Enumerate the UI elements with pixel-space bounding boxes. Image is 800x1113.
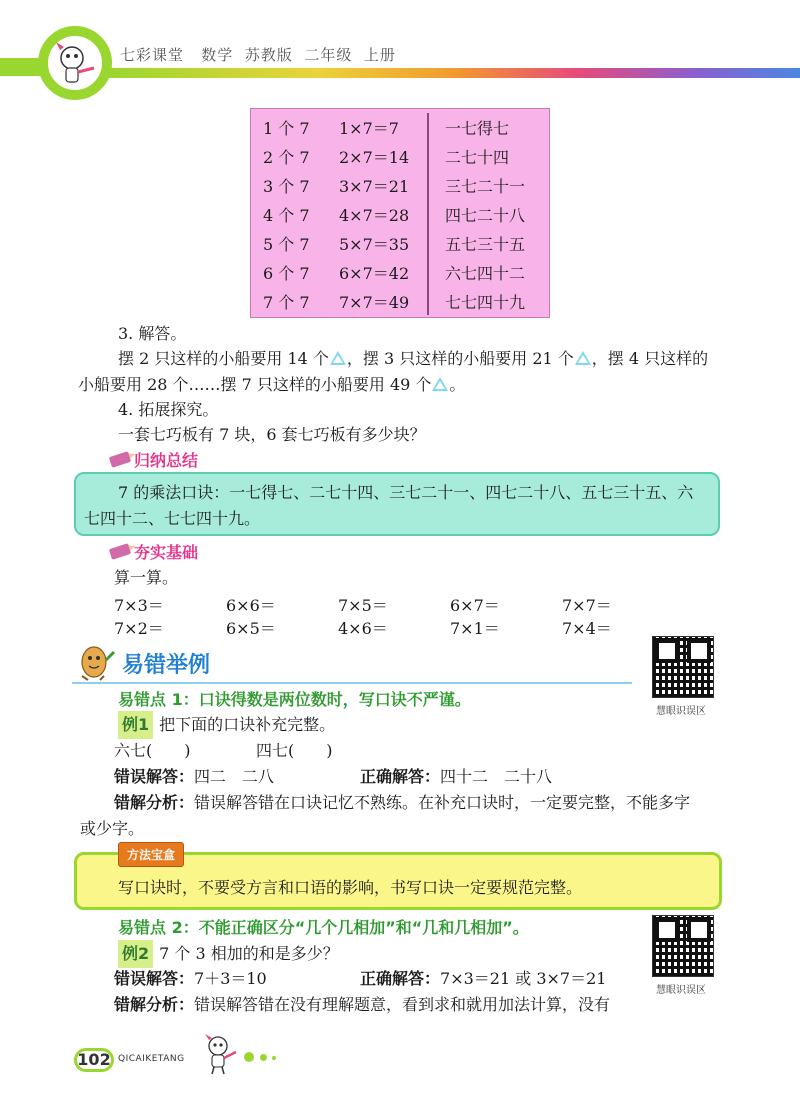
page-number: 102 <box>74 1048 114 1072</box>
table-row <box>251 257 549 286</box>
point2-label: 易错点 2： <box>118 918 199 937</box>
table-cell: 6 个 7 <box>263 264 310 283</box>
calc-item: 7×1＝ <box>450 619 500 638</box>
pencil-icon <box>109 543 131 560</box>
table-cell: 五七三十五 <box>445 235 526 254</box>
q3-line1 <box>118 345 708 373</box>
example2-tag: 例2 <box>118 940 153 968</box>
table-cell: 七七四十九 <box>445 293 526 312</box>
wrong-answer2 <box>114 965 267 993</box>
calc-item: 4×6＝ <box>338 619 388 638</box>
example1-tag: 例1 <box>118 711 153 739</box>
method-text: 写口诀时，不要受方言和口语的影响，书写口诀一定要规范完整。 <box>118 878 583 897</box>
table-cell: 4×7＝28 <box>339 206 410 225</box>
wrong-value: 四二 二八 <box>194 767 275 786</box>
footer-brand: QICAIKETANG <box>118 1054 185 1064</box>
method-tag: 方法宝盒 <box>118 842 184 867</box>
table-row <box>251 199 549 228</box>
analysis1-line1 <box>114 789 690 817</box>
header-rainbow-line <box>108 68 800 78</box>
calc-item: 7×2＝ <box>114 619 164 638</box>
table-cell: 5 个 7 <box>263 235 310 254</box>
example1-text: 把下面的口诀补充完整。 <box>159 715 336 734</box>
calc-item: 7×4＝ <box>562 619 612 638</box>
table-cell: 三七二十一 <box>445 177 526 196</box>
calc-item: 7×3＝ <box>114 596 164 615</box>
errors-underline <box>72 682 632 684</box>
table-cell: 六七四十二 <box>445 264 526 283</box>
analysis-label: 错解分析： <box>114 995 195 1014</box>
table-cell: 5×7＝35 <box>339 235 410 254</box>
right-label: 正确解答： <box>360 969 441 988</box>
table-cell: 7 个 7 <box>263 293 310 312</box>
pencil-icon <box>109 451 131 468</box>
basics-label-text: 夯实基础 <box>134 543 199 562</box>
summary-label-text: 归纳总结 <box>134 451 199 470</box>
example2 <box>118 940 339 968</box>
table-cell: 1×7＝7 <box>339 119 399 138</box>
analysis-text: 错误解答错在没有理解题意，看到求和就用加法计算，没有 <box>194 995 611 1014</box>
table-cell: 2×7＝14 <box>339 148 410 167</box>
q3-heading: 3. 解答。 <box>118 324 187 343</box>
point2-text: 不能正确区分“几个几相加”和“几和几相加”。 <box>198 918 529 937</box>
q4-text: 一套七巧板有 7 块，6 套七巧板有多少块？ <box>118 425 426 444</box>
qr-code-icon[interactable] <box>652 636 714 698</box>
analysis2-line1 <box>114 991 610 1019</box>
footer-dot <box>244 1052 254 1062</box>
q3-text: 小船要用 28 个……摆 7 只这样的小船要用 49 个 <box>78 375 432 394</box>
q4-heading: 4. 拓展探究。 <box>118 400 219 419</box>
error-point2 <box>118 914 529 942</box>
multiplication-table <box>250 108 550 318</box>
fill1: 六七( ) <box>114 741 191 760</box>
summary-label <box>110 448 198 471</box>
right-answer1 <box>360 763 552 791</box>
calc-item: 7×5＝ <box>338 596 388 615</box>
point1-text: 口诀得数是两位数时，写口诀不严谨。 <box>198 690 471 709</box>
wrong-value: 7＋3＝10 <box>194 969 267 988</box>
example1 <box>118 711 335 739</box>
q3-text: 摆 2 只这样的小船要用 14 个 <box>118 349 329 368</box>
table-cell: 4 个 7 <box>263 206 310 225</box>
qr-label: 慧眼识误区 <box>656 706 706 717</box>
q3-text: ，摆 3 只这样的小船要用 21 个 <box>346 349 574 368</box>
right-value: 四十二 二十八 <box>440 767 553 786</box>
table-cell: 1 个 7 <box>263 119 310 138</box>
right-label: 正确解答： <box>360 767 441 786</box>
table-cell: 二七十四 <box>445 148 510 167</box>
footer-mascot-icon <box>200 1032 240 1076</box>
summary-line1: 7 的乘法口诀：一七得七、二七十四、三七二十一、四七二十八、五七三十五、六 <box>118 483 694 502</box>
table-row <box>251 141 549 170</box>
table-cell: 2 个 7 <box>263 148 310 167</box>
triangle-icon <box>575 351 591 365</box>
qr-code-icon[interactable] <box>652 915 714 977</box>
fill2: 四七( ) <box>256 741 333 760</box>
summary-line2: 七四十二、七七四十九。 <box>84 509 261 528</box>
analysis-text: 错误解答错在口诀记忆不熟练。在补充口诀时，一定要完整，不能多字 <box>194 793 691 812</box>
analysis-label: 错解分析： <box>114 793 195 812</box>
basics-label <box>110 540 198 563</box>
table-cell: 7×7＝49 <box>339 293 410 312</box>
header-title: 七彩课堂 数学 苏教版 二年级 上册 <box>120 46 396 64</box>
table-cell: 6×7＝42 <box>339 264 410 283</box>
table-cell: 四七二十八 <box>445 206 526 225</box>
wrong-label: 错误解答： <box>114 767 195 786</box>
table-cell: 3 个 7 <box>263 177 310 196</box>
basics-instruction: 算一算。 <box>114 568 179 587</box>
analysis1-line2: 或少字。 <box>80 819 145 838</box>
example2-text: 7 个 3 相加的和是多少？ <box>159 944 339 963</box>
calc-item: 6×5＝ <box>226 619 276 638</box>
wrong-answer1 <box>114 763 274 791</box>
table-cell: 一七得七 <box>445 119 510 138</box>
table-row <box>251 170 549 199</box>
table-row <box>251 112 549 141</box>
qr-label: 慧眼识误区 <box>656 985 706 996</box>
point1-label: 易错点 1： <box>118 690 199 709</box>
table-row <box>251 228 549 257</box>
right-value: 7×3＝21 或 3×7＝21 <box>440 969 607 988</box>
triangle-icon <box>330 351 346 365</box>
table-cell: 3×7＝21 <box>339 177 410 196</box>
footer-dot <box>260 1054 267 1061</box>
potato-mascot-icon <box>74 640 118 684</box>
table-row <box>251 286 549 315</box>
error-point1 <box>118 686 471 714</box>
q3-text: 。 <box>449 375 466 394</box>
errors-title: 易错举例 <box>122 653 211 678</box>
right-answer2 <box>360 965 606 993</box>
triangle-icon <box>432 377 448 391</box>
mascot-icon <box>50 38 102 90</box>
wrong-label: 错误解答： <box>114 969 195 988</box>
q3-text: ，摆 4 只这样的 <box>591 349 709 368</box>
calc-item: 7×7＝ <box>562 596 612 615</box>
q3-line2 <box>78 371 465 399</box>
calc-item: 6×6＝ <box>226 596 276 615</box>
calc-item: 6×7＝ <box>450 596 500 615</box>
footer-dot <box>272 1056 276 1060</box>
